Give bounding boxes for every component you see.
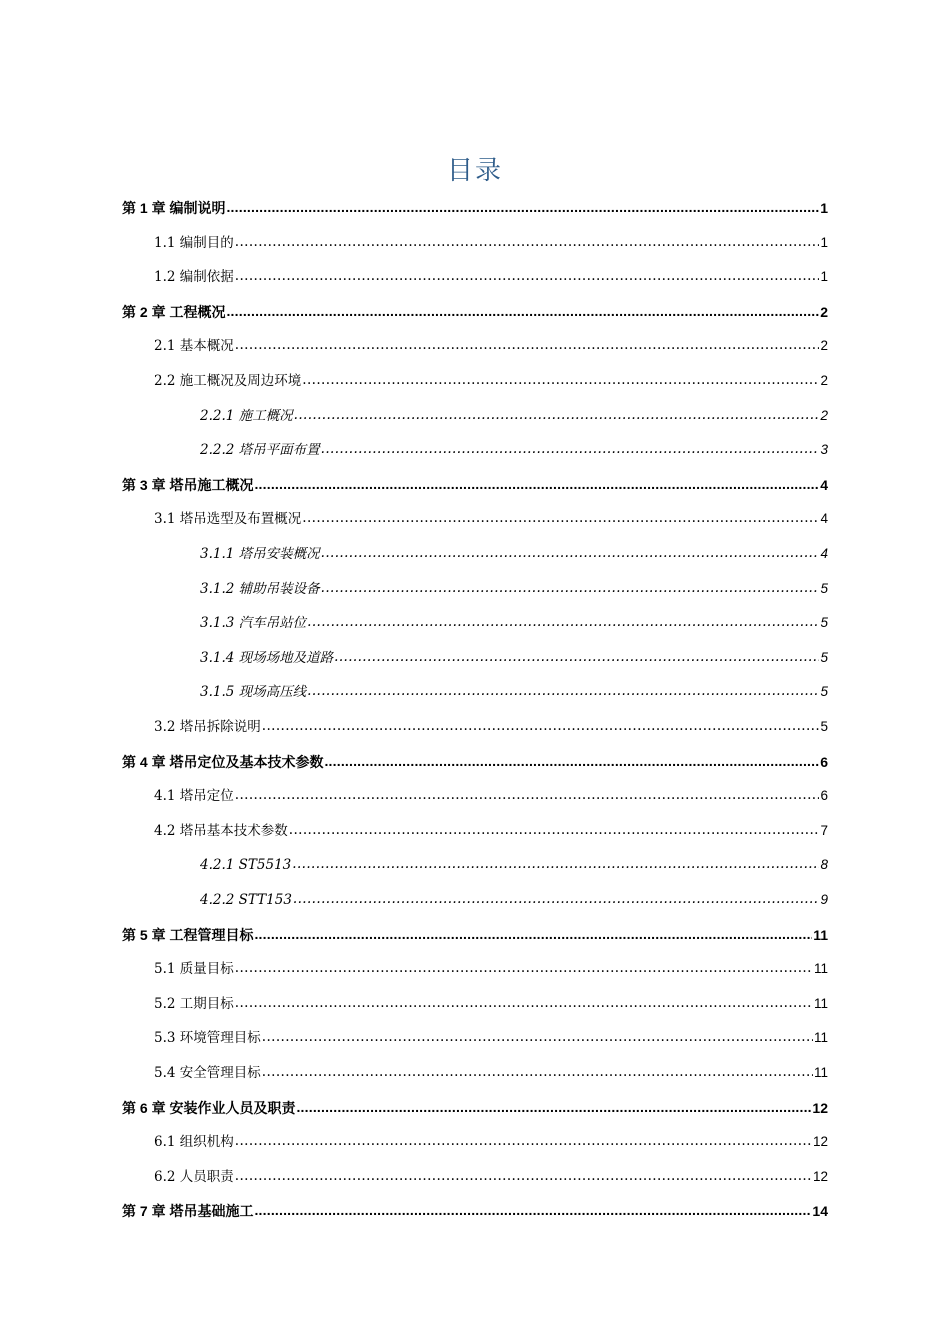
toc-entry-label: 6.2 人员职责 [154, 1168, 234, 1185]
dot-leader [262, 1020, 813, 1054]
dot-leader [226, 294, 819, 328]
toc-entry-page-number: 2 [820, 373, 828, 388]
toc-entry-label: 第 7 章 塔吊基础施工 [122, 1203, 254, 1220]
toc-entry-label: 4.1 塔吊定位 [154, 788, 234, 805]
toc-entry-level-2[interactable] [154, 1056, 828, 1090]
toc-entry-label: 第 5 章 工程管理目标 [122, 926, 254, 943]
toc-entry-level-2[interactable] [154, 814, 828, 848]
toc-entry-level-2[interactable] [154, 364, 828, 398]
toc-entry-page-number: 12 [812, 1099, 828, 1116]
toc-entry-page-number: 1 [820, 269, 828, 285]
toc-entry-label: 第 2 章 工程概况 [122, 303, 226, 320]
toc-entry-level-3[interactable] [200, 537, 828, 571]
toc-entry-level-3[interactable] [200, 675, 828, 709]
toc-entry-label: 2.2.2 塔吊平面布置 [200, 442, 320, 459]
dot-leader [321, 536, 820, 570]
dot-leader [293, 882, 820, 916]
dot-leader [235, 1159, 812, 1193]
toc-entry-level-1[interactable] [122, 1194, 828, 1228]
dot-leader [235, 328, 820, 362]
toc-entry-page-number: 14 [812, 1203, 828, 1220]
toc-entry-level-1[interactable] [122, 468, 828, 502]
toc-entry-label: 3.1.2 辅助吊装设备 [200, 580, 320, 597]
toc-entry-label: 3.1 塔吊选型及布置概况 [154, 511, 302, 528]
toc-entry-label: 1.1 编制目的 [154, 234, 234, 251]
toc-entry-page-number: 6 [820, 788, 828, 804]
toc-entry-page-number: 8 [820, 857, 828, 873]
toc-entry-level-2[interactable] [154, 502, 828, 536]
toc-entry-level-3[interactable] [200, 883, 828, 917]
dot-leader [307, 674, 819, 708]
toc-entry-level-2[interactable] [154, 1160, 828, 1194]
toc-entry-label: 5.2 工期目标 [154, 995, 234, 1012]
toc-entry-page-number: 1 [820, 234, 828, 250]
toc-entry-page-number: 4 [820, 476, 828, 493]
dot-leader [235, 778, 820, 812]
toc-entry-label: 2.1 基本概况 [154, 338, 234, 355]
toc-entry-label: 4.2.1 ST5513 [200, 857, 292, 874]
toc-entry-level-3[interactable] [200, 848, 828, 882]
toc-entry-page-number: 1 [820, 200, 828, 216]
toc-entry-page-number: 2 [820, 407, 828, 423]
toc-entry-label: 3.1.3 汽车吊站位 [200, 615, 307, 632]
dot-leader [321, 432, 820, 466]
dot-leader [302, 363, 819, 397]
toc-entry-level-1[interactable] [122, 191, 828, 225]
toc-entry-level-3[interactable] [200, 641, 828, 675]
toc-entry-label: 5.3 环境管理目标 [154, 1030, 261, 1047]
toc-entry-level-2[interactable] [154, 260, 828, 294]
toc-entry-page-number: 5 [820, 580, 828, 596]
toc-entry-level-3[interactable] [200, 399, 828, 433]
dot-leader [254, 1193, 811, 1227]
toc-entry-page-number: 2 [820, 338, 828, 354]
dot-leader [289, 813, 820, 847]
dot-leader [321, 571, 820, 605]
toc-entry-page-number: 6 [820, 753, 828, 770]
toc-entry-page-number: 11 [813, 995, 828, 1011]
toc-entry-page-number: 5 [820, 649, 828, 665]
toc-entry-label: 2.2.1 施工概况 [200, 407, 293, 424]
dot-leader [262, 709, 820, 743]
toc-entry-level-3[interactable] [200, 433, 828, 467]
toc-entry-level-2[interactable] [154, 987, 828, 1021]
toc-entry-label: 3.1.1 塔吊安装概况 [200, 546, 320, 562]
toc-entry-page-number: 9 [820, 892, 828, 907]
toc-entry-page-number: 4 [820, 546, 828, 561]
toc-entry-label: 2.2 施工概况及周边环境 [154, 373, 302, 389]
toc-entry-label: 5.1 质量目标 [154, 961, 234, 978]
toc-entry-label: 1.2 编制依据 [154, 269, 234, 286]
toc-entry-level-2[interactable] [154, 329, 828, 363]
toc-entry-level-2[interactable] [154, 226, 828, 260]
dot-leader [235, 951, 813, 985]
dot-leader [296, 1090, 811, 1124]
dot-leader [254, 467, 819, 501]
toc-entry-page-number: 3 [820, 442, 828, 458]
dot-leader [235, 1124, 812, 1158]
toc-entry-page-number: 11 [813, 926, 828, 943]
dot-leader [254, 917, 812, 951]
toc-entry-page-number: 4 [820, 511, 828, 527]
toc-entry-page-number: 5 [820, 684, 828, 700]
dot-leader [226, 190, 819, 224]
toc-entry-level-1[interactable] [122, 1091, 828, 1125]
toc-entry-level-1[interactable] [122, 918, 828, 952]
toc-entry-page-number: 5 [820, 719, 828, 734]
toc-entry-level-2[interactable] [154, 710, 828, 744]
dot-leader [235, 986, 813, 1020]
toc-entry-level-1[interactable] [122, 295, 828, 329]
page-title: 目录 [446, 156, 503, 186]
toc-entry-label: 3.2 塔吊拆除说明 [154, 719, 261, 735]
dot-leader [235, 259, 820, 293]
toc-entry-label: 5.4 安全管理目标 [154, 1065, 261, 1081]
dot-leader [235, 225, 820, 259]
toc-entry-page-number: 7 [820, 822, 828, 838]
toc-entry-level-3[interactable] [200, 572, 828, 606]
toc-entry-page-number: 2 [820, 303, 828, 320]
toc-entry-label: 6.1 组织机构 [154, 1134, 234, 1151]
toc-entry-level-2[interactable] [154, 779, 828, 813]
dot-leader [262, 1055, 813, 1089]
dot-leader [294, 398, 820, 432]
toc-entry-label: 第 1 章 编制说明 [122, 200, 226, 216]
dot-leader [334, 640, 819, 674]
toc-entry-level-1[interactable] [122, 745, 828, 779]
toc-entry-page-number: 12 [812, 1168, 828, 1184]
dot-leader [324, 744, 819, 778]
dot-leader [307, 605, 819, 639]
toc-entry-level-2[interactable] [154, 1021, 828, 1055]
toc-entry-label: 4.2 塔吊基本技术参数 [154, 822, 288, 839]
toc-entry-label: 第 3 章 塔吊施工概况 [122, 476, 254, 493]
toc-entry-page-number: 11 [813, 961, 828, 977]
toc-entry-level-3[interactable] [200, 606, 828, 640]
toc-entry-level-2[interactable] [154, 952, 828, 986]
toc-entry-page-number: 11 [813, 1065, 828, 1080]
toc-entry-label: 3.1.5 现场高压线 [200, 684, 307, 701]
toc-entry-label: 3.1.4 现场场地及道路 [200, 649, 334, 666]
toc-entry-label: 第 4 章 塔吊定位及基本技术参数 [122, 753, 324, 770]
toc-entry-page-number: 12 [812, 1134, 828, 1150]
toc-entry-label: 第 6 章 安装作业人员及职责 [122, 1099, 296, 1116]
dot-leader [292, 847, 819, 881]
toc-entry-page-number: 11 [813, 1030, 828, 1046]
toc-entry-label: 4.2.2 STT153 [200, 892, 292, 908]
toc-entry-page-number: 5 [820, 615, 828, 631]
toc-entry-level-2[interactable] [154, 1125, 828, 1159]
dot-leader [302, 501, 819, 535]
